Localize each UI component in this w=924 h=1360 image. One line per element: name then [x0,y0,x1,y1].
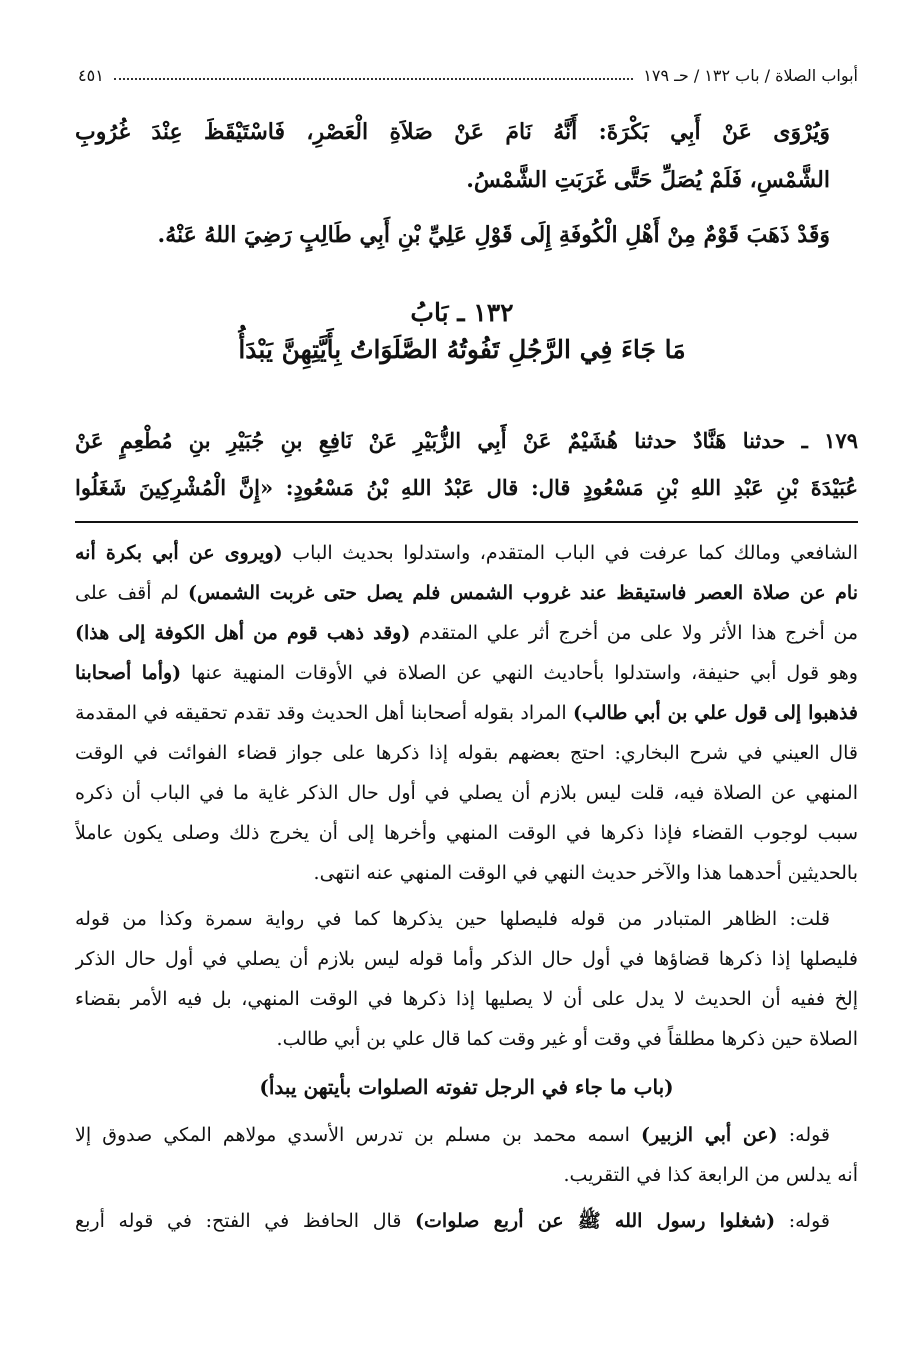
commentary-line [75,693,858,733]
commentary-text: إلخ ففيه أن الحديث لا يدل على أن لا يصليها إذا ذكرها في الوقت المنهي، بل فيه الأمر بقضاء [75,988,858,1010]
quoted-text: (ويروى عن أبي بكرة أنه [75,542,283,564]
chapter-number: ١٣٢ ـ بَابُ [410,298,514,327]
commentary-line [75,1019,858,1059]
quoted-text: نام عن صلاة العصر فاستيقظ عند غروب الشمس فلم يصل حتى غربت الشمس) [187,582,858,604]
chapter-title: مَا جَاءَ فِي الرَّجُلِ تَفُوتُهُ الصَّلَوَاتُ بِأَيَّتِهِنَّ يَبْدَأُ [238,335,686,364]
commentary-text: قوله: [775,1210,830,1232]
commentary-text: الصلاة حين ذكرها مطلقاً في وقت أو غير وقت كما قال علي بن أبي طالب. [276,1028,858,1050]
commentary-line [75,653,858,693]
commentary-line [75,1201,858,1241]
quoted-text: (وأما أصحابنا [75,662,182,684]
matn-paragraph-2: وَقَدْ ذَهَبَ قَوْمٌ مِنْ أَهْلِ الْكُوفَةِ إِلَى قَوْلِ عَلِيِّ بْنِ أَبِي طَالِبٍ رَضِيَ اللهُ عَنْهُ. [157,222,830,248]
commentary-line [75,979,858,1019]
commentary-text: أنه يدلس من الرابعة كذا في التقريب. [563,1164,858,1186]
hadith-line: عُبَيْدَةَ بْنِ عَبْدِ اللهِ بْنِ مَسْعُودٍ قال: قال عَبْدُ اللهِ بْنُ مَسْعُودٍ: «إِنَّ الْمُشْرِكِينَ شَغَلُوا [75,475,858,500]
commentary-line [75,733,858,773]
matn-paragraph-1 [75,108,858,204]
commentary-text: الشافعي ومالك كما عرفت في الباب المتقدم، واستدلوا بحديث الباب [282,542,858,564]
commentary-subheading [75,1067,858,1107]
commentary-line [75,1115,858,1155]
commentary-line [75,573,858,613]
commentary-line [75,939,858,979]
quoted-text: (باب ما جاء في الرجل تفوته الصلوات بأيتهن يبدأ) [259,1075,674,1099]
matn-line: الشَّمْسِ، فَلَمْ يُصَلِّ حَتَّى غَرَبَتِ الشَّمْسُ. [466,167,830,193]
commentary-text: لم أقف على [75,582,188,604]
commentary-line [75,899,858,939]
commentary-text: المنهي عن الصلاة فيه، قلت ليس بلازم أن يصلي في أول حال الذكر غاية ما في الباب أن ذكره [75,782,858,804]
commentary-line [75,613,858,653]
commentary-text: قلت: الظاهر المتبادر من قوله فليصلها حين يذكرها كما في رواية سمرة وكذا من قوله [75,908,830,930]
commentary-text: اسمه محمد بن مسلم بن تدرس الأسدي مولاهم المكي صدوق إلا [75,1124,642,1146]
commentary-line [75,813,858,853]
commentary-line [75,853,858,893]
quoted-text: (شغلوا رسول الله ﷺ عن أربع صلوات) [415,1210,776,1232]
commentary-text: قال العيني في شرح البخاري: احتج بعضهم بقوله إذا ذكرها على جواز قضاء الفوائت في الوقت [75,742,858,764]
commentary-text: وهو قول أبي حنيفة، واستدلوا بأحاديث النهي عن الصلاة في الأوقات المنهية عنها [181,662,858,684]
quoted-text: فذهبوا إلى قول علي بن أبي طالب) [573,702,858,724]
commentary-line [75,533,858,573]
running-header [78,60,858,90]
hadith-text [75,417,858,511]
commentary-text: من أخرج هذا الأثر ولا على من أخرج أثر علي المتقدم [410,622,858,644]
footnote-separator [75,521,858,523]
running-title: أبواب الصلاة / باب ١٣٢ / حـ ١٧٩ [643,65,858,85]
commentary-text: المراد بقوله أصحابنا أهل الحديث وقد تقدم تحقيقه في المقدمة [75,702,574,724]
leader-dots [114,70,634,80]
matn-line: وَيُرْوَى عَنْ أَبِي بَكْرَةَ: أَنَّهُ نَامَ عَنْ صَلاَةِ الْعَصْرِ، فَاسْتَيْقَظَ عِنْدَ غُرُوبِ [75,119,830,145]
quoted-text: (وقد ذهب قوم من أهل الكوفة إلى هذا) [75,622,411,644]
commentary-line [75,773,858,813]
quoted-text: (عن أبي الزبير) [641,1124,778,1146]
commentary-text: سبب لوجوب القضاء فإذا ذكرها في الوقت المنهي وأخرها إلى أن يخرج ذلك وصلى يكون عاملاً [75,822,858,844]
page-number: ٤٥١ [78,65,104,85]
commentary [75,533,858,1241]
commentary-text: قوله: [777,1124,831,1146]
commentary-text: بالحديثين أحدهما هذا والآخر حديث النهي في الوقت المنهي عنه انتهى. [313,862,858,884]
commentary-text: فليصلها إذا ذكرها قضاؤها في أول حال الذكر وأما قوله ليس بلازم أن يصلي في أول حال الذكر [75,948,858,970]
hadith-line: ١٧٩ ـ حدثنا هَنَّادٌ حدثنا هُشَيْمٌ عَنْ أَبِي الزُّبَيْرِ عَنْ نَافِعِ بنِ جُبَيْرِ بنِ مُطْعِمٍ عَنْ [75,428,858,453]
commentary-text: قال الحافظ في الفتح: في قوله أربع [75,1210,416,1232]
commentary-line [75,1155,858,1195]
